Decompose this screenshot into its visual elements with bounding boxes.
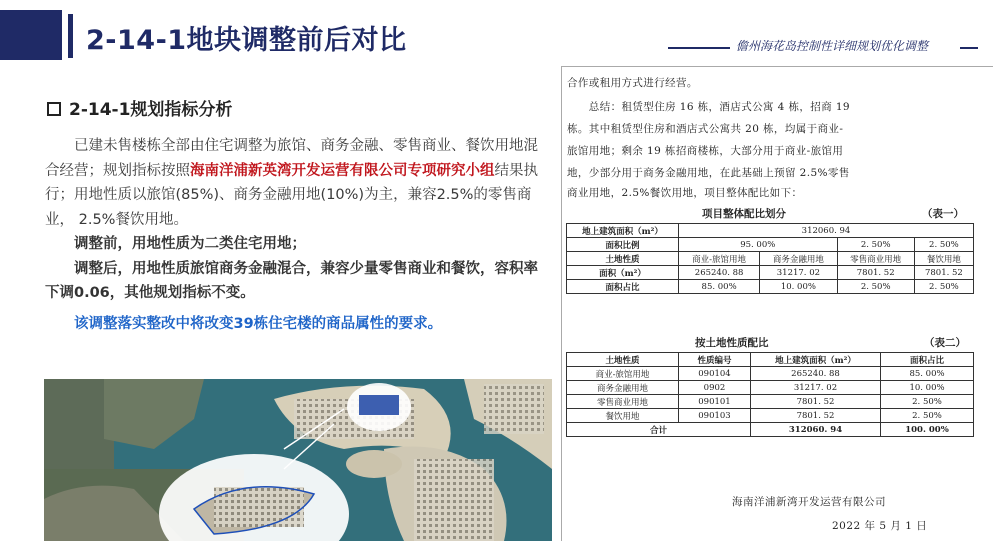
table-cell: 零售商业用地	[837, 252, 914, 266]
table-cell: 地上建筑面积（m²）	[567, 224, 679, 238]
section-title	[47, 95, 232, 120]
table-cell: 2. 50%	[881, 395, 974, 409]
table-cell: 31217. 02	[760, 266, 837, 280]
table1-number: （表一）	[922, 208, 964, 220]
table-cell: 2. 50%	[914, 280, 973, 294]
table-cell: 312060. 94	[751, 423, 881, 437]
table-cell: 2. 50%	[881, 409, 974, 423]
table-cell: 100. 00%	[881, 423, 974, 437]
table-cell: 265240. 88	[751, 367, 881, 381]
table-row	[567, 252, 974, 266]
table-cell: 2. 50%	[837, 280, 914, 294]
table-cell: 商务金融用地	[567, 381, 679, 395]
table-cell: 265240. 88	[679, 266, 760, 280]
table-cell: 85. 00%	[881, 367, 974, 381]
table-cell: 312060. 94	[679, 224, 974, 238]
table1-overall-ratio	[566, 223, 974, 294]
table-cell: 土地性质	[567, 252, 679, 266]
table2-land-use-ratio	[566, 352, 974, 437]
table-row	[567, 367, 974, 381]
table-cell: 090104	[679, 367, 751, 381]
table-row	[567, 224, 974, 238]
doc-line: 旅馆用地；剩余 19 栋招商楼栋，大部分用于商业-旅馆用	[567, 145, 844, 157]
table-cell: 商业-旅馆用地	[679, 252, 760, 266]
page-title: 2-14-1地块调整前后对比	[86, 25, 407, 56]
table-row	[567, 280, 974, 294]
table-cell: 商业-旅馆用地	[567, 367, 679, 381]
satellite-map-image	[44, 379, 552, 541]
header-accent-block	[0, 10, 62, 60]
table-cell: 7801. 52	[751, 409, 881, 423]
table-row	[567, 381, 974, 395]
document-date: 2022 年 5 月 1 日	[832, 520, 928, 532]
table-total-row	[567, 423, 974, 437]
table-cell: 餐饮用地	[567, 409, 679, 423]
analysis-text	[45, 134, 550, 336]
table-row	[567, 395, 974, 409]
table-cell: 面积（m²）	[567, 266, 679, 280]
paragraph-1	[45, 134, 550, 232]
table-cell: 0902	[679, 381, 751, 395]
table-cell: 7801. 52	[837, 266, 914, 280]
section-title-text: 2-14-1规划指标分析	[69, 100, 233, 120]
paragraph-before: 调整前，用地性质为二类住宅用地；	[74, 236, 306, 252]
table-row	[567, 409, 974, 423]
satellite-map-graphic	[44, 379, 552, 541]
paragraph-1-text-a: 已建未售楼栋全部由住宅调整为旅馆、商务金融、零售商业、餐饮用地混合经营；规划指标按照	[45, 138, 538, 179]
table2-number: （表二）	[924, 337, 966, 349]
company-signature: 海南洋浦新湾开发运营有限公司	[732, 496, 886, 508]
table-row	[567, 238, 974, 252]
scanned-document	[561, 66, 993, 541]
table-header-cell: 地上建筑面积（m²）	[751, 353, 881, 367]
square-bullet-icon	[47, 102, 61, 116]
table-cell: 面积比例	[567, 238, 679, 252]
table-cell: 商务金融用地	[760, 252, 837, 266]
table-cell: 10. 00%	[881, 381, 974, 395]
table-cell: 7801. 52	[914, 266, 973, 280]
table-cell: 7801. 52	[751, 395, 881, 409]
header-accent-stripe	[68, 14, 73, 58]
doc-line: 地，少部分用于商务金融用地，在此基础上预留 2.5%零售	[567, 167, 850, 179]
doc-line: 商业用地，2.5%餐饮用地，项目整体配比如下：	[567, 187, 803, 199]
table-cell: 090103	[679, 409, 751, 423]
table-cell: 95. 00%	[679, 238, 838, 252]
table-cell: 2. 50%	[837, 238, 914, 252]
table-cell: 餐饮用地	[914, 252, 973, 266]
paragraph-conclusion: 该调整落实整改中将改变39栋住宅楼的商品属性的要求。	[74, 315, 443, 332]
table-header-cell: 土地性质	[567, 353, 679, 367]
doc-line: 总结：租赁型住房 16 栋，酒店式公寓 4 栋，招商 19	[567, 101, 850, 113]
table-cell: 10. 00%	[760, 280, 837, 294]
doc-line: 合作或租用方式进行经营。	[567, 77, 698, 89]
table-cell: 31217. 02	[751, 381, 881, 395]
header-divider-right	[960, 47, 978, 49]
table-header-row	[567, 353, 974, 367]
paragraph-after: 调整后，用地性质旅馆商务金融混合，兼容少量零售商业和餐饮，容积率下调0.06，其他规划指标不变。	[45, 260, 538, 301]
table-cell: 面积占比	[567, 280, 679, 294]
table-row	[567, 266, 974, 280]
header-subtitle: 儋州海花岛控制性详细规划优化调整	[736, 39, 929, 53]
table-cell: 合计	[567, 423, 751, 437]
table-cell: 090101	[679, 395, 751, 409]
table-cell: 2. 50%	[914, 238, 973, 252]
table-cell: 零售商业用地	[567, 395, 679, 409]
research-group-highlight: 海南洋浦新英湾开发运营有限公司专项研究小组	[190, 162, 495, 179]
paragraph-1-text-b: 结果执行；用地性质以旅馆(85%)、商务金融用地(10%)为主，兼容2.5%的零售商业， 2.5%餐饮用地。	[45, 162, 538, 228]
doc-line: 栋。其中租赁型住房和酒店式公寓共 20 栋，均属于商业-	[567, 123, 844, 135]
header-divider-left	[668, 47, 730, 49]
table1-title: 项目整体配比划分	[702, 208, 786, 220]
table-header-cell: 性质编号	[679, 353, 751, 367]
table-header-cell: 面积占比	[881, 353, 974, 367]
table-cell: 85. 00%	[679, 280, 760, 294]
table2-title: 按土地性质配比	[695, 337, 769, 349]
